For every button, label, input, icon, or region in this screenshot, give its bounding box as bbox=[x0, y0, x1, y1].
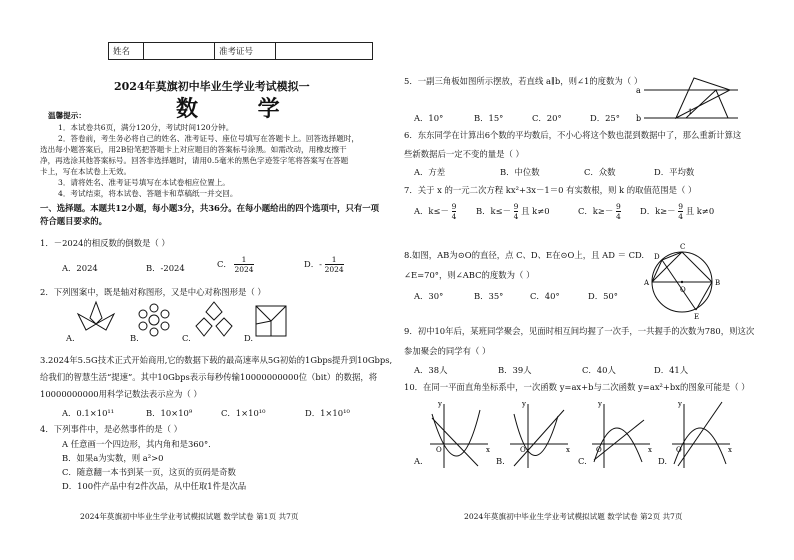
tip-line: 4．考试结束，将本试卷、答题卡和草稿纸一并交回。 bbox=[58, 189, 238, 198]
footer-left: 2024年莫旗初中毕业生学业考试模拟试题 数学试卷 第1页 共7页 bbox=[80, 512, 299, 521]
q10-d-x: x bbox=[728, 446, 732, 454]
q9-line: 9．初中10年后，某班同学聚会，见面时相互间均握了一次手，一共握手的次数为780，则这次 bbox=[404, 326, 755, 336]
q10-option-a[interactable]: A. bbox=[414, 456, 423, 466]
q8-point-c: C bbox=[680, 243, 686, 251]
q6-option-a[interactable]: A．方差 bbox=[414, 167, 446, 177]
q1-option-a[interactable]: A．2024 bbox=[62, 263, 98, 273]
q5-label-b: b bbox=[636, 114, 642, 123]
q3-line: 10000000000用科学记数法表示应为（ ） bbox=[40, 389, 202, 399]
q6-line: 些新数据后一定不变的量是（ ） bbox=[404, 149, 524, 159]
tip-line: 选出每小题答案后，用2B铅笔把答题卡上对应题目的答案标号涂黑。如需改动，用橡皮擦干 bbox=[40, 145, 347, 154]
q6-line: 6．东东同学在计算出6个数的平均数后，不小心将这个数也混到数据中了，那么重新计算这 bbox=[404, 130, 742, 140]
q7-b-fraction bbox=[514, 202, 519, 221]
q10-b-y: y bbox=[522, 400, 526, 408]
q7-d-fraction bbox=[678, 202, 683, 221]
q7-b-label: B．k≤－ bbox=[476, 206, 511, 216]
q7-b-num: 9 bbox=[513, 202, 519, 211]
page-title: 2024年莫旗初中毕业生学业考试模拟一 bbox=[114, 80, 310, 93]
q1-d-label: D．- bbox=[304, 259, 322, 269]
q2-option-d[interactable]: D. bbox=[244, 333, 254, 343]
q10-b-x: x bbox=[566, 446, 570, 454]
q1-c-fraction bbox=[234, 255, 253, 274]
q8-point-b: B bbox=[715, 279, 721, 287]
q1-c-label: C． bbox=[217, 259, 232, 269]
q7-b-suffix: 且 k≠0 bbox=[521, 206, 550, 216]
q4-option-a[interactable]: A 任意画一个四边形，其内角和是360°． bbox=[62, 439, 217, 449]
q7-d-label: D．k≥－ bbox=[640, 206, 676, 216]
q7-stem: 7．关于 x 的一元二次方程 kx²+3x－1＝0 有实数根，则 k 的取值范围是（ ） bbox=[404, 185, 697, 195]
q7-c-label: C．k≥－ bbox=[578, 206, 614, 216]
footer-right: 2024年莫旗初中毕业生学业考试模拟试题 数学试卷 第2页 共7页 bbox=[464, 512, 683, 521]
q8-option-d[interactable]: D．50° bbox=[588, 291, 618, 301]
subject-title: 数 学 bbox=[176, 96, 306, 122]
q10-a-x: x bbox=[486, 446, 490, 454]
q1-c-num: 1 bbox=[234, 255, 253, 265]
q3-option-a[interactable]: A．0.1×10¹¹ bbox=[62, 408, 115, 418]
q2-option-c[interactable]: C. bbox=[182, 333, 191, 343]
q8-line: ∠E=70°，则∠ABC的度数为（ ） bbox=[404, 270, 535, 280]
q9-option-d[interactable]: D．41人 bbox=[654, 365, 689, 375]
tip-line: 卡上，写在本试卷上无效。 bbox=[40, 167, 132, 176]
q8-point-o: O bbox=[680, 286, 686, 294]
q8-option-a[interactable]: A．30° bbox=[414, 291, 444, 301]
q8-option-c[interactable]: C．40° bbox=[530, 291, 560, 301]
q10-stem: 10．在同一平面直角坐标系中，一次函数 y=ax+b与二次函数 y=ax²+bx的图象可能是（ ） bbox=[404, 382, 750, 392]
q10-d-y: y bbox=[678, 400, 682, 408]
q9-option-b[interactable]: B．39人 bbox=[498, 365, 532, 375]
tip-line: 3．请将姓名、准考证号填写在本试卷相应位置上。 bbox=[58, 178, 230, 187]
q2-figure-c bbox=[190, 300, 238, 340]
q6-option-b[interactable]: B．中位数 bbox=[500, 167, 540, 177]
q1-d-den: 2024 bbox=[324, 265, 344, 274]
q10-graph-a bbox=[428, 400, 492, 470]
q3-option-c[interactable]: C．1×10¹⁰ bbox=[221, 408, 266, 418]
q10-option-c[interactable]: C. bbox=[578, 456, 587, 466]
section-heading-cont: 符合题目要求的。 bbox=[40, 216, 107, 226]
q8-point-d: D bbox=[654, 253, 660, 261]
q10-a-o: O bbox=[436, 446, 442, 454]
q5-option-a[interactable]: A．10° bbox=[414, 113, 444, 123]
q10-graph-c bbox=[590, 400, 654, 470]
q4-option-b[interactable]: B．如果a为实数，则 a²>0 bbox=[62, 453, 164, 463]
id-table bbox=[108, 42, 373, 60]
tip-line: 1．本试卷共6页，满分120分，考试时间120分钟。 bbox=[58, 123, 234, 132]
exam-no-label: 准考证号 bbox=[215, 43, 276, 60]
q9-option-c[interactable]: C．40人 bbox=[582, 365, 616, 375]
q2-figure-a bbox=[74, 300, 118, 340]
q10-d-o: O bbox=[676, 446, 682, 454]
q1-c-den: 2024 bbox=[234, 265, 254, 274]
q10-c-o: O bbox=[596, 446, 602, 454]
q7-option-a[interactable] bbox=[414, 202, 456, 221]
q5-option-d[interactable]: D．25° bbox=[590, 113, 620, 123]
q10-graph-d bbox=[670, 400, 734, 470]
q7-c-num: 9 bbox=[615, 202, 621, 211]
tips-heading: 温馨提示： bbox=[48, 111, 86, 120]
section-heading: 一、选择题。本题共12小题，每小题3分，共36分。在每小题给出的四个选项中，只有一项 bbox=[40, 203, 380, 213]
q6-option-c[interactable]: C．众数 bbox=[584, 167, 616, 177]
q1-stem: 1．－2024的相反数的倒数是（ ） bbox=[40, 238, 170, 248]
tip-line: 2．答卷前，考生务必将自己的姓名、准考证号、座位号填写在答题卡上。回答选择题时， bbox=[58, 134, 359, 143]
q7-option-c[interactable] bbox=[578, 202, 621, 221]
q1-option-b[interactable]: B．-2024 bbox=[146, 263, 185, 273]
exam-no-field[interactable] bbox=[276, 43, 373, 60]
q7-a-fraction bbox=[452, 202, 457, 221]
q7-b-den: 4 bbox=[513, 212, 519, 221]
q10-b-o: O bbox=[520, 446, 526, 454]
q2-stem: 2．下列图案中，既是轴对称图形，又是中心对称图形是（ ） bbox=[40, 287, 266, 297]
q1-d-num: 1 bbox=[325, 255, 344, 265]
q9-option-a[interactable]: A．38人 bbox=[414, 365, 448, 375]
q4-stem: 4．下列事件中，是必然事件的是（ ） bbox=[40, 424, 182, 434]
q1-option-d[interactable] bbox=[304, 255, 344, 274]
q10-option-b[interactable]: B. bbox=[496, 456, 505, 466]
q10-a-y: y bbox=[438, 400, 442, 408]
q2-option-a[interactable]: A. bbox=[66, 333, 75, 343]
q4-option-d[interactable]: D．100件产品中有2件次品，从中任取1件是次品 bbox=[62, 481, 247, 491]
q8-figure bbox=[644, 244, 724, 320]
q5-angle-label: 1 bbox=[688, 108, 693, 116]
q7-c-fraction bbox=[616, 202, 621, 221]
q5-stem: 5．一副三角板如图所示摆放，若直线 a∥b，则∠1的度数为（ ） bbox=[404, 76, 643, 86]
q1-d-fraction bbox=[325, 255, 344, 274]
q5-option-b[interactable]: B．15° bbox=[474, 113, 504, 123]
name-field[interactable] bbox=[144, 43, 215, 60]
q8-point-e: E bbox=[694, 313, 700, 321]
q2-figure-d bbox=[254, 304, 288, 338]
q7-a-label: A．k≤－ bbox=[414, 206, 449, 216]
q7-a-num: 9 bbox=[451, 202, 457, 211]
tip-line: 净，再选涂其他答案标号。回答非选择题时，请用0.5毫米的黑色字迹签字笔将答案写在答题 bbox=[40, 156, 349, 165]
q1-option-c[interactable] bbox=[217, 255, 254, 274]
q3-line: 3.2024年5.5G技术正式开始商用,它的数据下载的最高速率从5G初始的1Gbps提升到10Gbps, bbox=[40, 355, 393, 365]
q5-figure bbox=[636, 76, 740, 128]
q7-d-den: 4 bbox=[678, 212, 684, 221]
q10-graph-b bbox=[508, 400, 572, 470]
q3-option-b[interactable]: B．10×10⁹ bbox=[146, 408, 193, 418]
q9-line: 参加聚会的同学有（ ） bbox=[404, 346, 491, 356]
q2-option-b[interactable]: B. bbox=[130, 333, 139, 343]
q7-d-suffix: 且 k≠0 bbox=[685, 206, 715, 216]
q6-option-d[interactable]: D．平均数 bbox=[654, 167, 695, 177]
q5-label-a: a bbox=[636, 86, 641, 95]
q7-c-den: 4 bbox=[615, 212, 621, 221]
q2-figure-b bbox=[134, 302, 174, 338]
q10-c-y: y bbox=[598, 400, 602, 408]
q8-line: 8.如图，AB为⊙O的直径，点 C、D、E在⊙O上，且 AD ＝ CD. bbox=[404, 250, 645, 260]
q8-option-b[interactable]: B．35° bbox=[474, 291, 504, 301]
q7-d-num: 9 bbox=[678, 202, 684, 211]
q7-option-d[interactable] bbox=[640, 202, 714, 221]
q10-c-x: x bbox=[648, 446, 652, 454]
q8-point-a: A bbox=[644, 279, 650, 287]
q3-line: 给我们的智慧生活“提速”。其中10Gbps表示每秒传输10000000000位（bit）的数据，将 bbox=[40, 372, 378, 382]
q10-option-d[interactable]: D. bbox=[658, 456, 668, 466]
q4-option-c[interactable]: C．随意翻一本书到某一页，这页的页码是奇数 bbox=[62, 467, 236, 477]
q3-option-d[interactable]: D．1×10¹⁰ bbox=[305, 408, 350, 418]
q7-a-den: 4 bbox=[451, 212, 457, 221]
q7-option-b[interactable] bbox=[476, 202, 550, 221]
name-label: 姓名 bbox=[109, 43, 144, 60]
q5-option-c[interactable]: C．20° bbox=[532, 113, 562, 123]
